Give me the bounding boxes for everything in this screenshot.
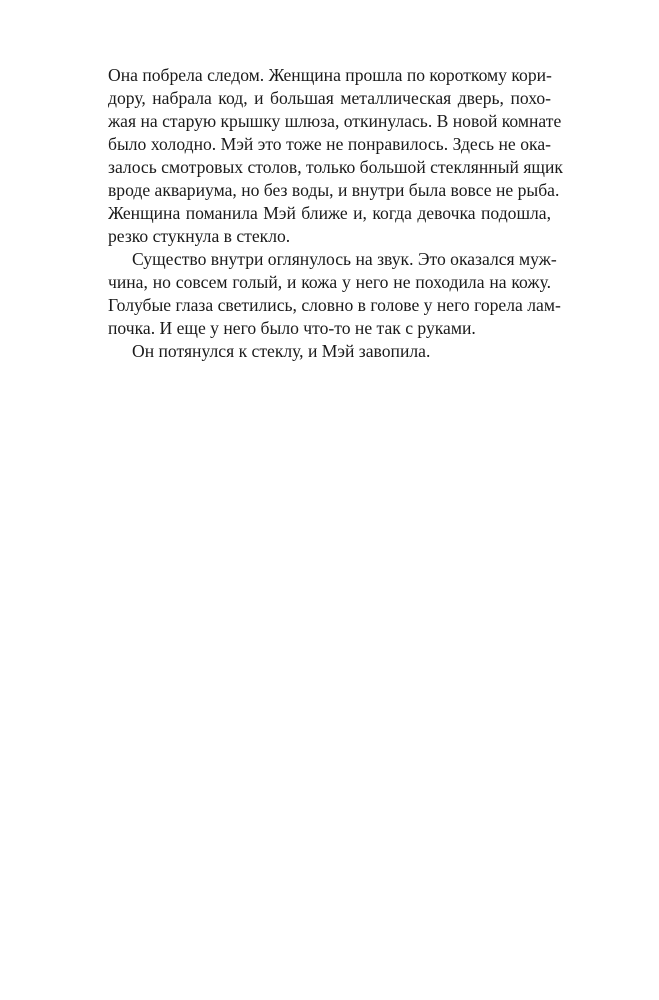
body-text <box>108 64 563 363</box>
text-line: жая на старую крышку шлюза, откинулась. В новой комнате <box>108 111 562 131</box>
text-line: Женщина поманила Мэй ближе и, когда девочка подошла, <box>108 203 551 223</box>
paragraph-2 <box>108 248 561 340</box>
text-line: Он потянулся к стеклу, и Мэй завопила. <box>132 341 431 361</box>
text-line: почка. И еще у него было что-то не так с руками. <box>108 318 476 338</box>
text-line: Существо внутри оглянулось на звук. Это оказался муж- <box>132 249 557 269</box>
text-line: было холодно. Мэй это тоже не понравилось. Здесь не ока- <box>108 134 551 154</box>
text-line: залось смотровых столов, только большой стеклянный ящик <box>108 157 563 177</box>
text-line: Голубые глаза светились, словно в голове у него горела лам- <box>108 295 561 315</box>
text-line: вроде аквариума, но без воды, и внутри была вовсе не рыба. <box>108 180 560 200</box>
text-line: Она побрела следом. Женщина прошла по короткому кори- <box>108 65 552 85</box>
text-line: резко стукнула в стекло. <box>108 226 291 246</box>
text-line: дору, набрала код, и большая металлическая дверь, похо- <box>108 88 551 108</box>
paragraph-3 <box>108 340 551 363</box>
text-line: чина, но совсем голый, и кожа у него не походила на кожу. <box>108 272 551 292</box>
paragraph-1 <box>108 64 563 248</box>
